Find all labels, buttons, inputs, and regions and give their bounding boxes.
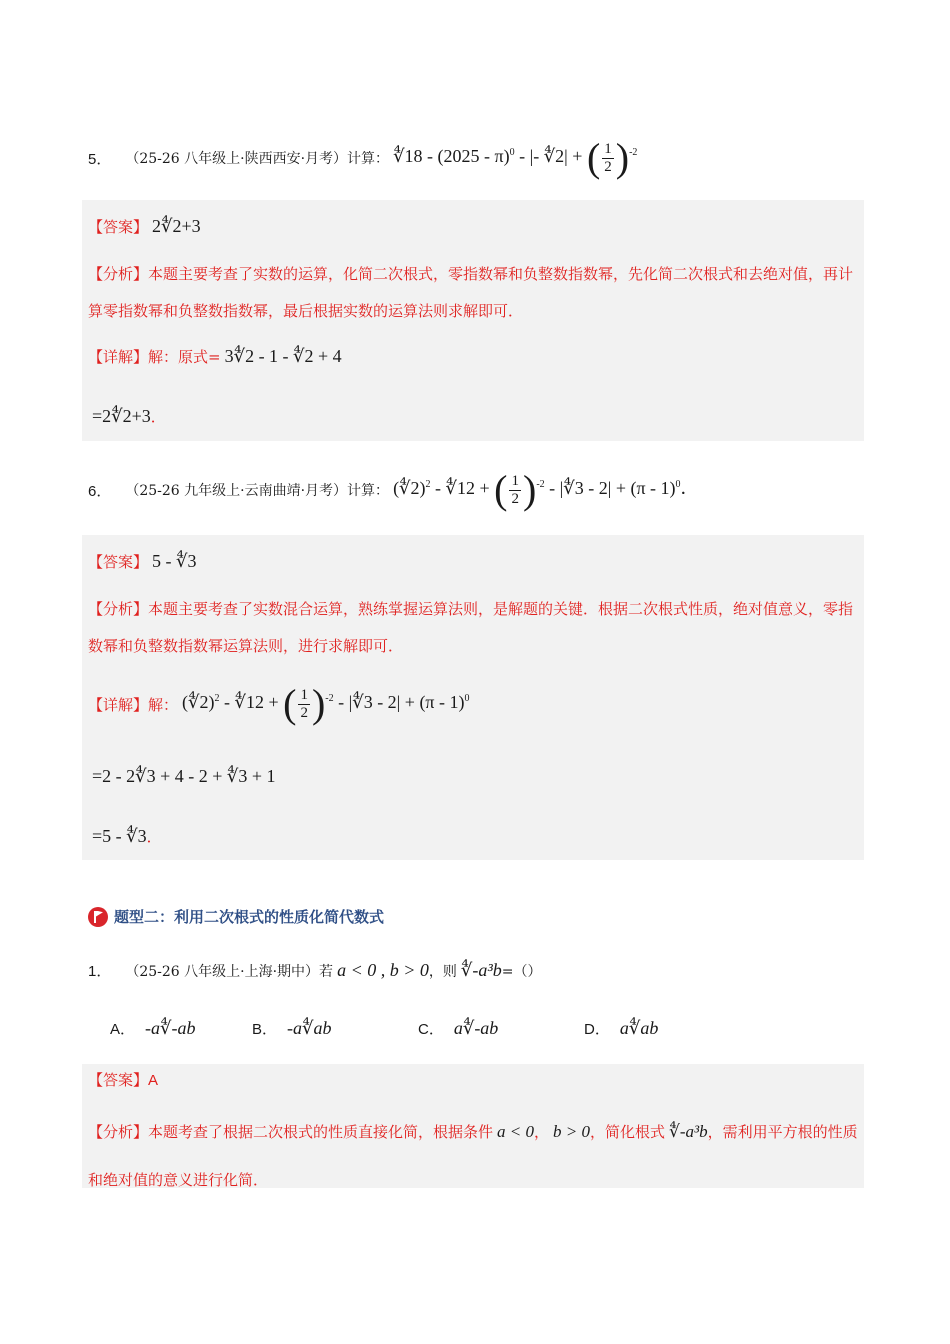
detail-step: =2 - 2∜3 + 4 - 2 + ∜3 + 1 (92, 766, 276, 786)
answer-tag: 【答案】 (88, 553, 149, 571)
option-b[interactable]: B． -a∜ab (252, 1018, 332, 1038)
detail-prefix: 解： (148, 695, 179, 714)
question-1: 1． （25-26 八年级上·上海·期中）若 a < 0 , b > 0 ，则 ∜-a³b =（） (88, 960, 542, 980)
detail-line-6 (88, 681, 470, 726)
question-number: 6． (88, 482, 112, 500)
analysis-5 (88, 256, 862, 330)
detail-expression: 3∜2 - 1 - ∜2 + 4 (224, 346, 342, 366)
detail-step-6 (88, 766, 276, 787)
analysis-text: 本题主要考查了实数混合运算，熟练掌握运算法则，是解题的关键．根据二次根式性质，绝对值意义，零指数幂和负整数指数幂运算法则，进行求解即可． (88, 600, 854, 655)
option-c[interactable]: C． a∜-ab (418, 1018, 499, 1038)
flag-icon (88, 907, 108, 927)
question-number: 5． (88, 150, 112, 168)
question-6 (88, 467, 699, 512)
analysis-1: 【分析】本题考查了根据二次根式的性质直接化简，根据条件 a < 0， b > 0，简化根式 ∜-a³b，需利用平方根的性质和绝对值的意义进行化简． (88, 1122, 858, 1189)
answer-line-5 (88, 216, 201, 237)
condition: a < 0 , b > 0 (337, 960, 429, 980)
math-expression: (∜2)$^2$ - ∜12 + ( $\frac{1}{2}$ )$^{-2}$ - |∜3 - 2| + (π - 1)$^0$． (393, 467, 699, 512)
section-header (88, 906, 384, 927)
answer-value: 5 - ∜3 (152, 551, 197, 571)
math-expression: ∜-a³b (460, 960, 502, 980)
analysis-tag: 【分析】 (88, 1123, 149, 1141)
analysis-tag: 【分析】 (88, 600, 149, 618)
answer-value: 2∜2+3 (152, 216, 201, 236)
answer-value: A (148, 1072, 159, 1089)
question-source: （25-26 九年级上·云南曲靖·月考）计算： (125, 483, 390, 499)
question-5 (88, 135, 638, 180)
question-source: （25-26 八年级上·陕西西安·月考）计算： (125, 151, 390, 167)
answer-line-1 (88, 1069, 158, 1090)
detail-result: =5 - ∜3 (92, 826, 147, 846)
detail-result-6: =5 - ∜3． (92, 826, 162, 846)
section-title: 题型二：利用二次根式的性质化简代数式 (114, 908, 385, 926)
detail-result: =2∜2+3 (92, 406, 151, 426)
answer-tag: 【答案】 (88, 218, 149, 236)
detail-expression: (∜2)$^2$ - ∜12 + ( $\frac{1}{2}$ )$^{-2}$ - |∜3 - 2| + (π - 1)$^0$ (182, 681, 470, 726)
option-d[interactable]: D． a∜ab (584, 1018, 659, 1038)
math-expression: ∜18 - (2025 - π)$^0$ - |- ∜2| + ( $\frac{1}{2}$ )$^{-2}$ (393, 135, 638, 180)
detail-tag: 【详解】 (88, 695, 149, 714)
detail-line-5 (88, 346, 342, 367)
answer-line-6 (88, 551, 196, 572)
detail-result-5: =2∜2+3． (92, 406, 166, 426)
question-source: （25-26 八年级上·上海·期中）若 (125, 963, 334, 980)
analysis-tag: 【分析】 (88, 265, 149, 283)
option-a[interactable]: A． -a∜-ab (110, 1018, 196, 1038)
detail-prefix: 解：原式= (148, 348, 221, 366)
answer-tag: 【答案】 (88, 1071, 149, 1089)
analysis-6 (88, 591, 862, 665)
detail-tag: 【详解】 (88, 348, 149, 366)
question-number: 1． (88, 963, 112, 980)
analysis-text: 本题主要考查了实数的运算，化简二次根式，零指数幂和负整数指数幂，先化简二次根式和去绝对值，再计算零指数幂和负整数指数幂，最后根据实数的运算法则求解即可． (88, 265, 854, 320)
